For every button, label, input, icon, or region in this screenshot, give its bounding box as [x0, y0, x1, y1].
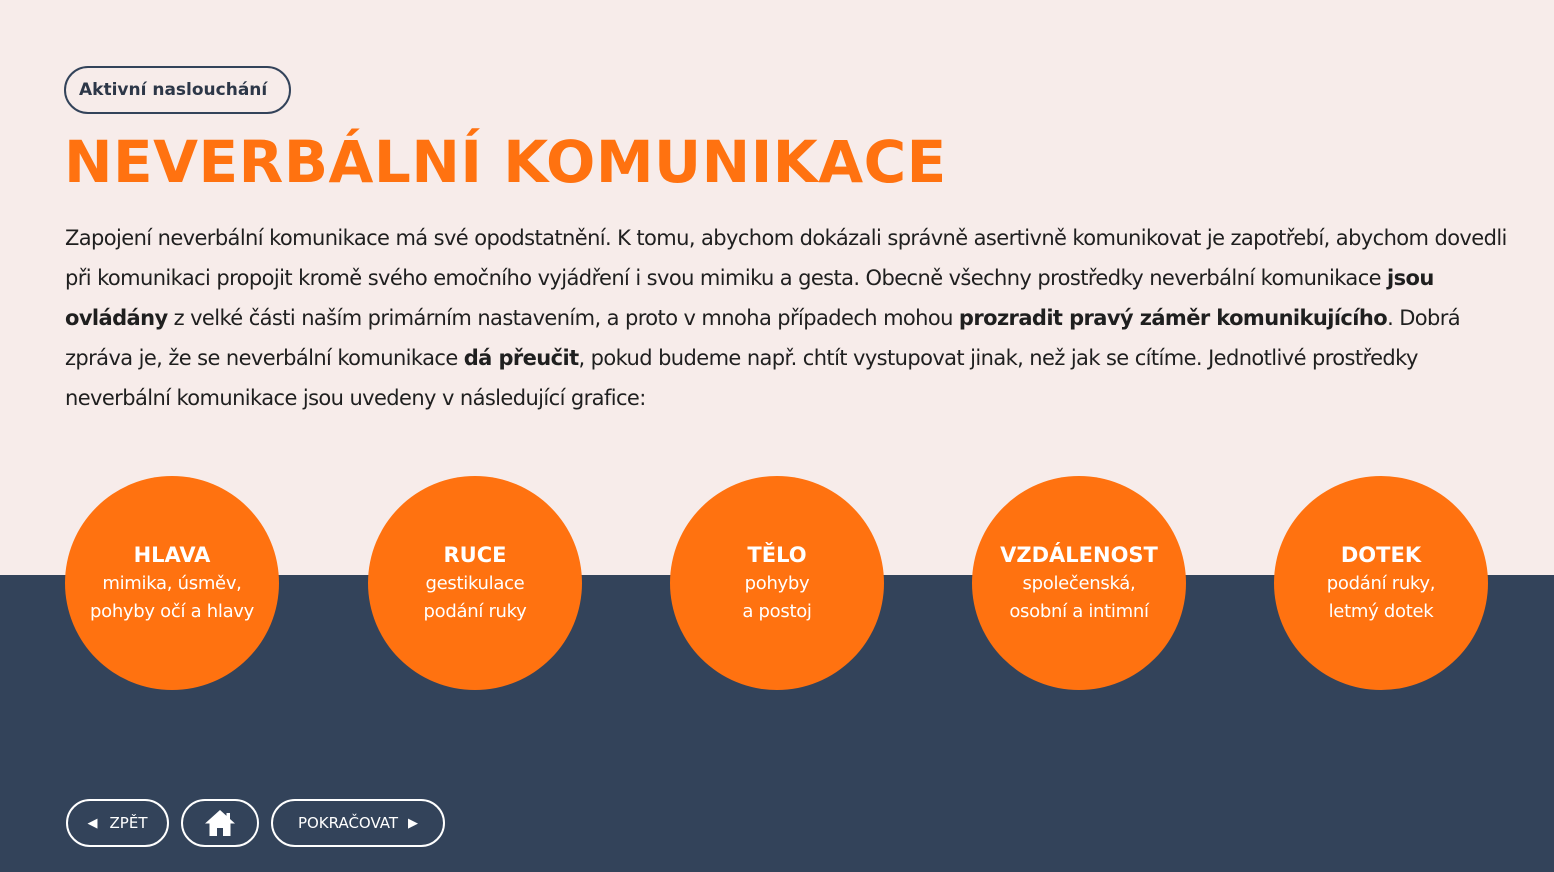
page-title: NEVERBÁLNÍ KOMUNIKACE — [64, 128, 947, 196]
circle-title: VZDÁLENOST — [1000, 543, 1158, 567]
circle-title: HLAVA — [133, 543, 211, 567]
continue-button-label: POKRAČOVAT — [297, 814, 399, 832]
circle-dotek — [1274, 476, 1488, 690]
section-badge: Aktivní naslouchání — [64, 66, 291, 114]
triangle-right-icon: ▶ — [408, 815, 419, 831]
paragraph-bold-2: prozradit pravý záměr komunikujícího — [958, 306, 1388, 330]
home-icon — [203, 808, 237, 838]
home-button[interactable] — [181, 799, 259, 847]
intro-paragraph — [65, 218, 1510, 418]
paragraph-bold-1: jsou ovládány — [65, 266, 1434, 330]
paragraph-text-3: . Dobrá zpráva je, že se neverbální komunikace — [65, 306, 1461, 370]
paragraph-bold-3: dá přeučit — [463, 346, 579, 370]
paragraph-text-2: z velké části naším primárním nastavením, a proto v mnoha případech mohou — [167, 306, 959, 330]
circle-description: gestikulace podání ruky — [423, 573, 527, 622]
circle-description: pohyby a postoj — [742, 573, 812, 622]
circle-title: TĚLO — [747, 543, 807, 567]
circle-description: společenská, osobní a intimní — [1009, 573, 1149, 622]
back-button[interactable] — [66, 799, 169, 847]
circle-description: mimika, úsměv, pohyby očí a hlavy — [89, 573, 255, 622]
circle-description: podání ruky, letmý dotek — [1326, 573, 1436, 622]
paragraph-text-4: , pokud budeme např. chtít vystupovat jinak, než jak se cítíme. Jednotlivé prostředky neverbální komunikace jsou uvedeny v následující grafice: — [65, 346, 1418, 410]
circle-title: DOTEK — [1340, 543, 1422, 567]
back-button-label: ZPĚT — [109, 814, 148, 832]
circle-hlava — [65, 476, 279, 690]
circle-telo — [670, 476, 884, 690]
continue-button[interactable] — [271, 799, 445, 847]
circle-ruce — [368, 476, 582, 690]
triangle-left-icon: ◀ — [87, 815, 98, 831]
circle-title: RUCE — [443, 543, 507, 567]
circle-vzdalenost — [972, 476, 1186, 690]
paragraph-text-1: Zapojení neverbální komunikace má své opodstatnění. K tomu, abychom dokázali správně asertivně komunikovat je zapotřebí, abychom dovedli při komunikaci propojit kromě svého emočního vyjádření i svou mimiku a gesta. Obecně všechny prostředky neverbální komunikace — [65, 226, 1507, 290]
